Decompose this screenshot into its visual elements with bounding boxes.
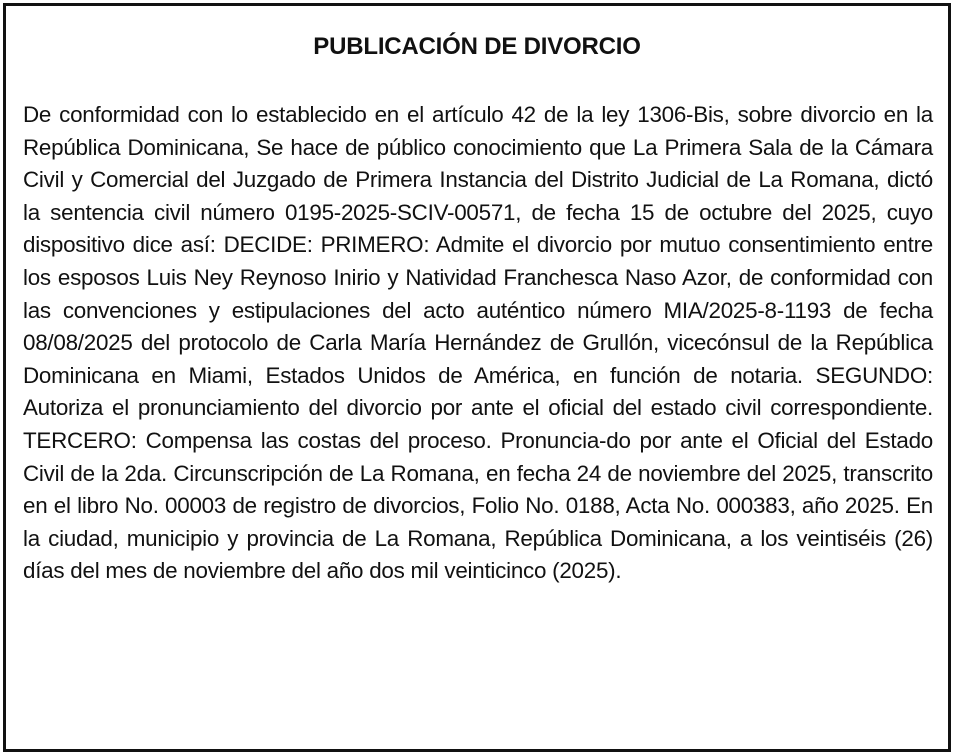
notice-title: PUBLICACIÓN DE DIVORCIO: [313, 33, 641, 60]
notice-body-text: De conformidad con lo establecido en el artículo 42 de la ley 1306-Bis, sobre divorcio en la República Dominicana, Se hace de público conocimiento que La Primera Sala de la Cámara Civil y Comercial del Juzgado de Primera Instancia del Distrito Judicial de La Romana, dictó la sentencia civil número 0195-2025-SCIV-00571, de fecha 15 de octubre del 2025, cuyo dispositivo dice así: DECIDE: PRIMERO: Admite el divorcio por mutuo consentimiento entre los esposos Luis Ney Reynoso Inirio y Natividad Franchesca Naso Azor, de conformidad con las convenciones y estipulaciones del acto auténtico número MIA/2025-8-1193 de fecha 08/08/2025 del protocolo de Carla María Hernández de Grullón, vicecónsul de la República Dominicana en Miami, Estados Unidos de América, en función de notaria. SEGUNDO: Autoriza el pronunciamiento del divorcio por ante el oficial del estado civil correspondiente. TERCERO: Compensa las costas del proceso. Pronuncia-do por ante el Oficial del Estado Civil de la 2da. Circunscripción de La Romana, en fecha 24 de noviembre del 2025, transcrito en el libro No. 00003 de registro de divorcios, Folio No. 0188, Acta No. 000383, año 2025. En la ciudad, municipio y provincia de La Romana, República Dominicana, a los veintiséis (26) días del mes de noviembre del año dos mil veinticinco (2025).: [23, 102, 933, 584]
notice-border: [3, 3, 951, 752]
